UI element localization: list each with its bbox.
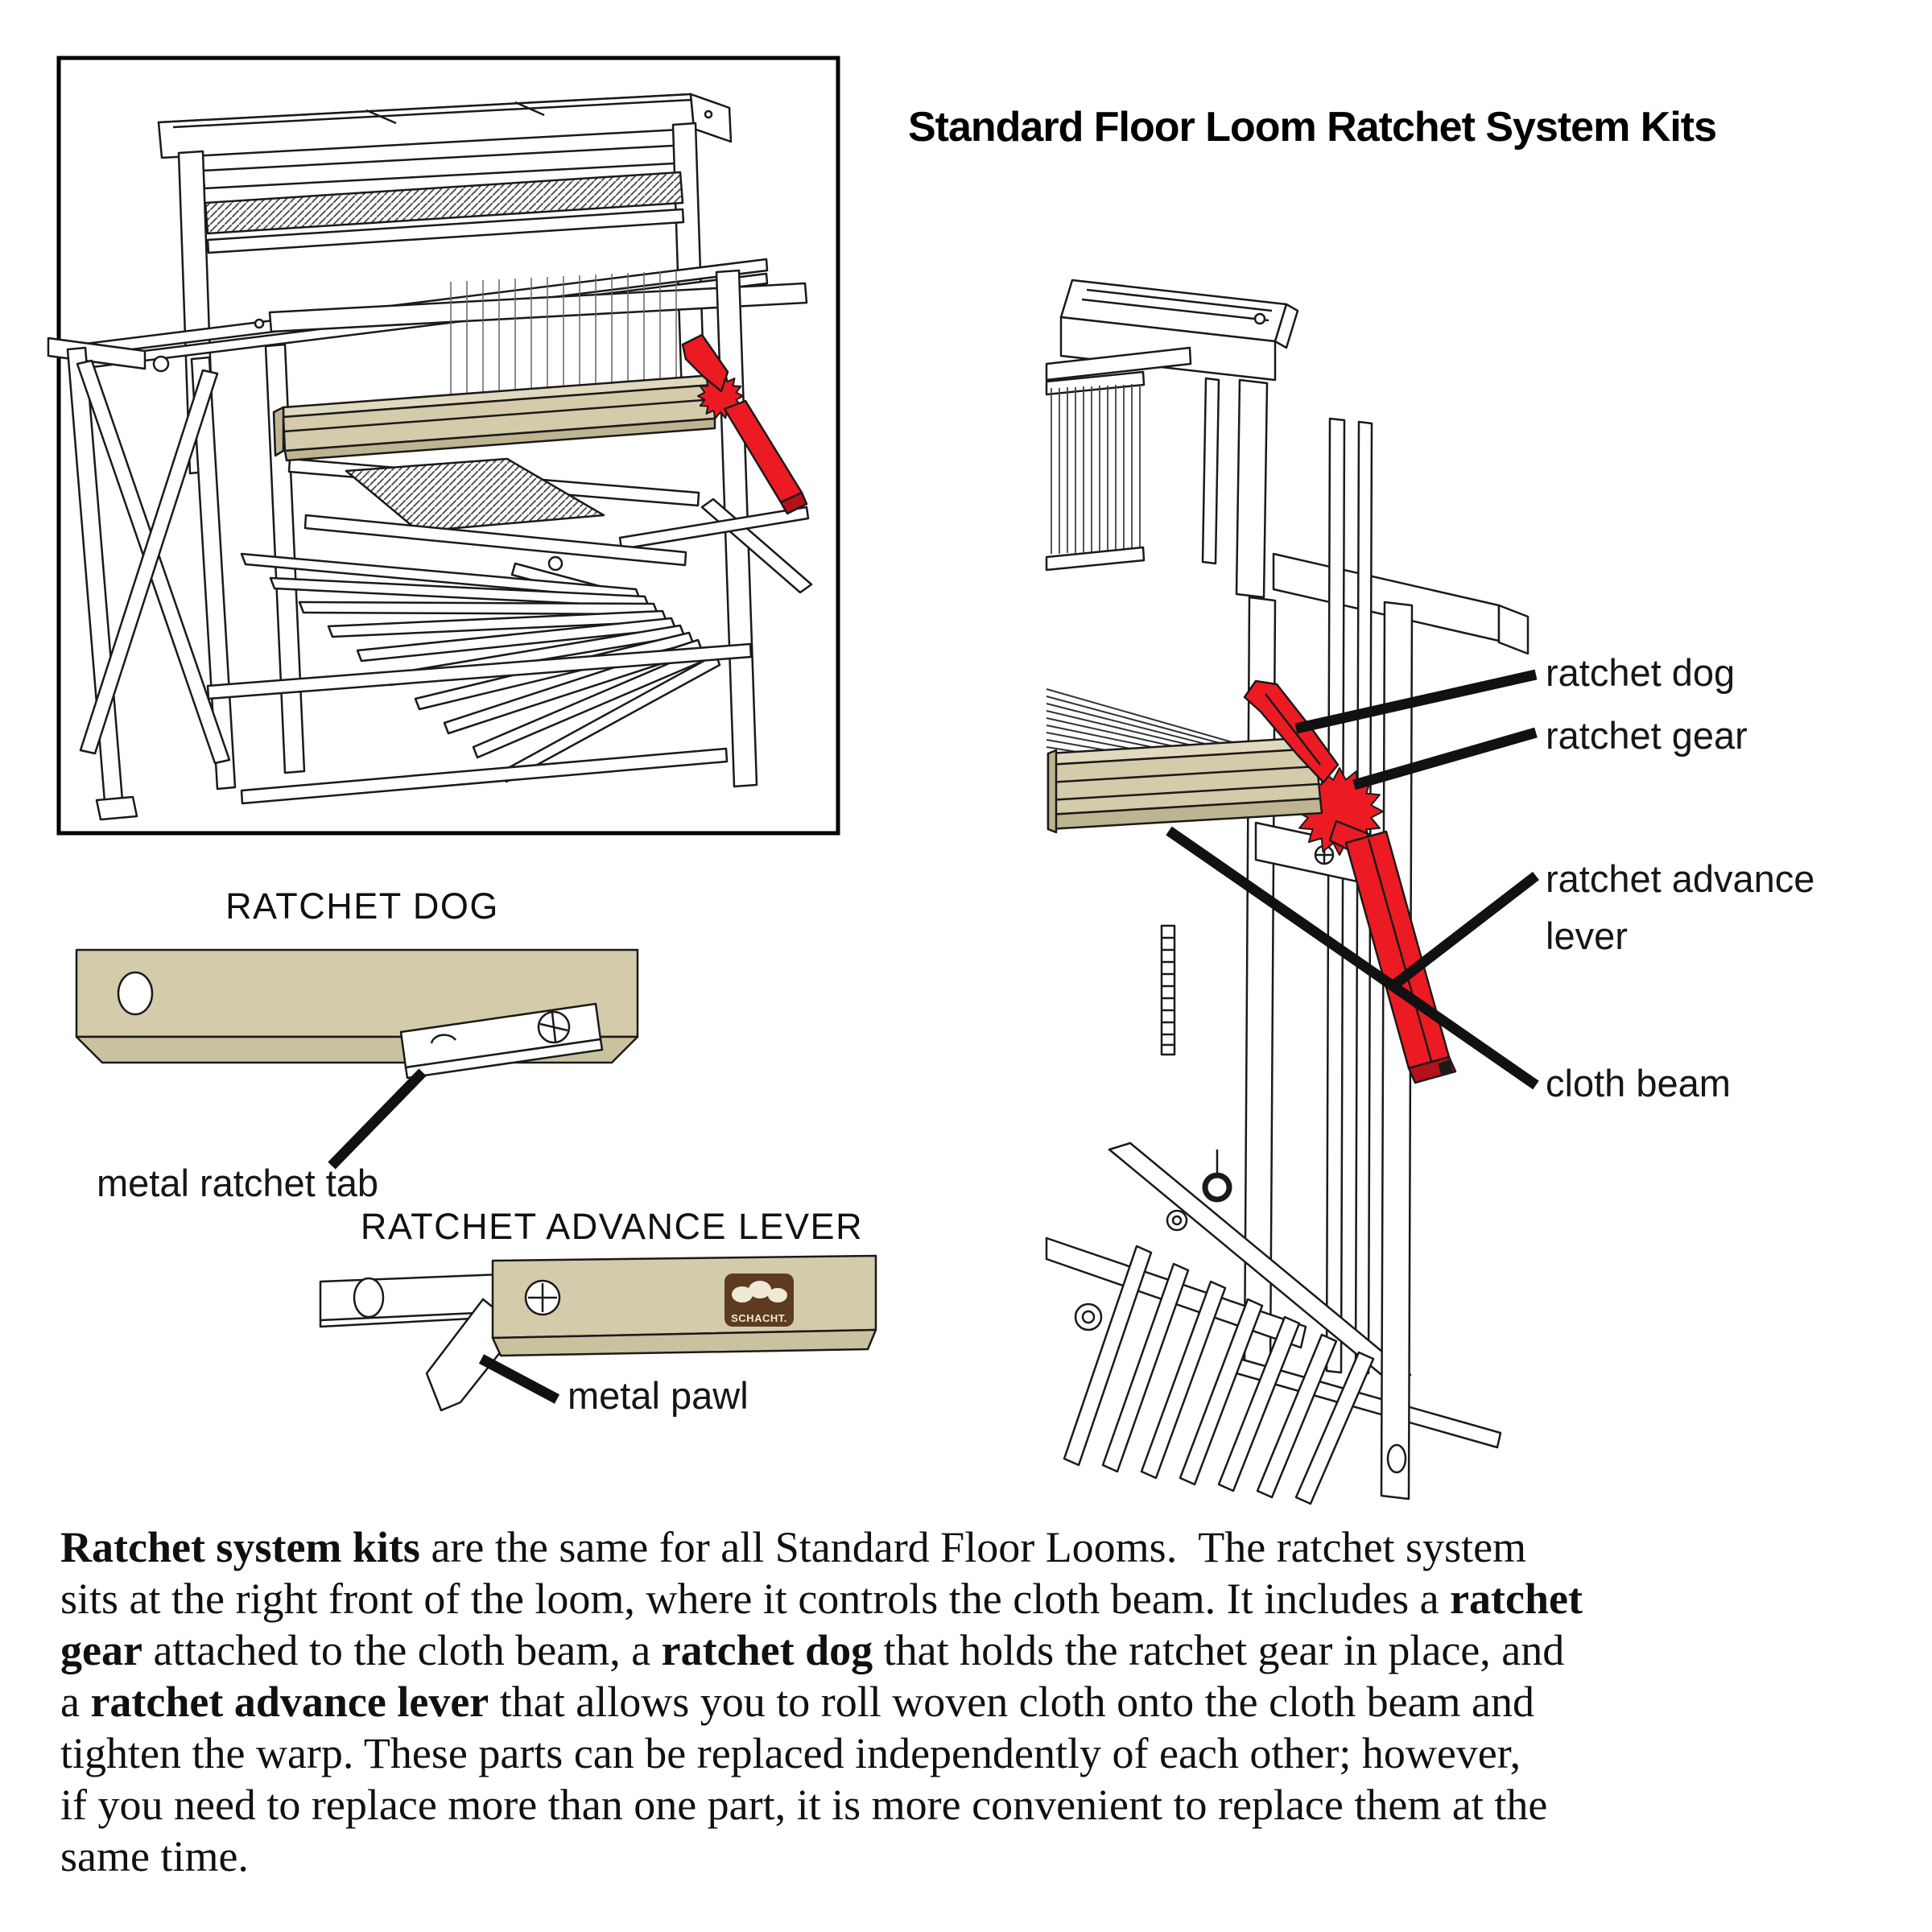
- detail-loom-drawing: [1046, 280, 1528, 1504]
- ratchet-dog-part-drawing: [76, 950, 638, 1078]
- cloth-beam: [274, 375, 715, 460]
- schacht-logo: [724, 1274, 794, 1327]
- heddles: [1051, 384, 1140, 554]
- paragraph-line: a ratchet advance lever that allows you to roll woven cloth onto the cloth beam and: [60, 1678, 1535, 1726]
- label-metal-ratchet-tab: metal ratchet tab: [97, 1162, 379, 1204]
- spring: [1162, 926, 1174, 1055]
- label-metal-pawl: metal pawl: [568, 1374, 749, 1417]
- paragraph-line: tighten the warp. These parts can be replaced independently of each other; however,: [60, 1729, 1521, 1777]
- overview-loom-drawing: [48, 94, 811, 819]
- section-heading-ratchet-advance-lever: RATCHET ADVANCE LEVER: [360, 1206, 864, 1247]
- mounting-hole: [118, 972, 152, 1014]
- callout-ratchet-advance-lever: ratchet advance lever: [1546, 857, 1815, 957]
- paragraph-line: if you need to replace more than one part, it is more convenient to replace them at the: [60, 1781, 1548, 1829]
- callout-ratchet-dog: ratchet dog: [1546, 651, 1736, 694]
- cloth-beam-detail: [1048, 737, 1322, 832]
- paragraph-line: gear attached to the cloth beam, a ratchet dog that holds the ratchet gear in place, and: [60, 1626, 1565, 1674]
- page-title: Standard Floor Loom Ratchet System Kits: [907, 104, 1717, 151]
- schacht-logo-text: SCHACHT.: [731, 1312, 787, 1324]
- leader-metal-ratchet-tab: [332, 1072, 423, 1166]
- paragraph-line: sits at the right front of the loom, where it controls the cloth beam. It includes a ratchet: [60, 1575, 1583, 1623]
- leader-ratchet-gear: [1354, 733, 1536, 785]
- callout-cloth-beam: cloth beam: [1546, 1062, 1731, 1104]
- callout-ratchet-gear: ratchet gear: [1546, 714, 1748, 757]
- paragraph-line: same time.: [60, 1832, 249, 1880]
- leader-metal-pawl: [481, 1359, 557, 1399]
- paragraph-line: Ratchet system kits are the same for all Standard Floor Looms. The ratchet system: [60, 1523, 1527, 1571]
- body-paragraph: [60, 1521, 1912, 1882]
- section-heading-ratchet-dog: RATCHET DOG: [225, 886, 499, 927]
